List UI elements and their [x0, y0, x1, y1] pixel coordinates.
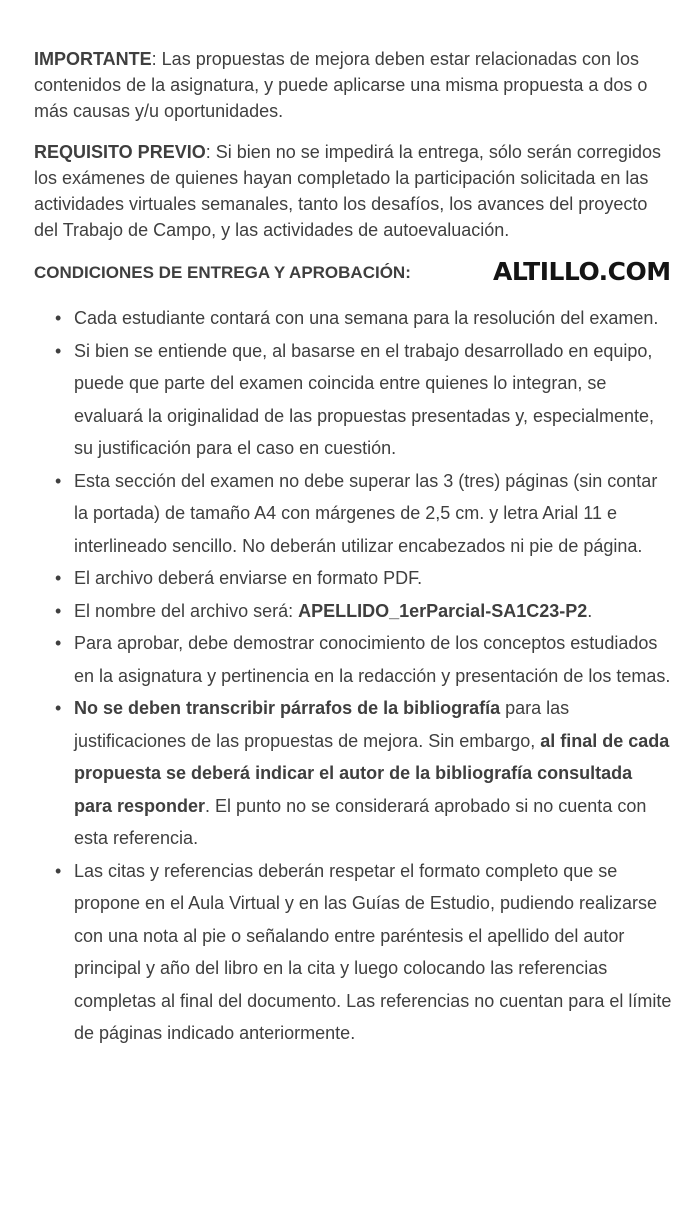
list-item-text: Cada estudiante contará con una semana para la resolución del examen. — [74, 308, 659, 328]
file-name: APELLIDO_1erParcial-SA1C23-P2 — [298, 600, 588, 621]
altillo-watermark: ALTILLO.COM — [493, 257, 671, 286]
list-item-text: Si bien se entiende que, al basarse en el trabajo desarrollado en equipo, puede que parte del examen coincida entre quienes lo integran, se evaluará la originalidad de las propuestas presentadas y, especialmente, su justificación para el caso en cuestión. — [74, 340, 655, 458]
list-item-text: El nombre del archivo será: — [74, 600, 299, 621]
conditions-list — [34, 302, 674, 1050]
bullet-icon: • — [55, 568, 62, 588]
list-item — [34, 562, 674, 595]
list-item-text: para las justificaciones de las propuestas de mejora. Sin embargo, — [74, 698, 570, 751]
bullet-icon: • — [55, 860, 62, 881]
bullet-icon: • — [55, 633, 62, 653]
list-item-text: Esta sección del examen no debe superar las 3 (tres) páginas (sin contar la portada) de tamaño A4 con márgenes de 2,5 cm. y letra Arial 11 e interlineado sencillo. No deberán utilizar encabezados ni pie de página. — [74, 470, 658, 556]
important-label: IMPORTANTE — [34, 49, 152, 69]
requisito-text: : Si bien no se impedirá la entrega, sólo serán corregidos los exámenes de quienes hayan completado la participación solicitada en las actividades virtuales semanales, tanto los desafíos, los avances del proyecto del Trabajo de Campo, y las actividades de autoevaluación. — [34, 142, 661, 240]
bullet-icon: • — [55, 600, 62, 621]
list-item — [34, 335, 674, 465]
bullet-icon: • — [55, 470, 62, 491]
conditions-header — [34, 257, 674, 286]
list-item — [34, 302, 674, 335]
list-item-text: Las citas y referencias deberán respetar el formato completo que se propone en el Aula Virtual y en las Guías de Estudio, pudiendo realizarse con una nota al pie o señalando entre paréntesis el apellido del autor principal y año del libro en la cita y luego colocando las referencias completas al final del documento. Las referencias no cuentan para el límite de páginas indicado anteriormente. — [74, 860, 672, 1043]
bold-requirement: al final de cada propuesta se deberá indicar el autor de la bibliografía consultada para responder — [74, 730, 670, 816]
bullet-icon: • — [55, 698, 62, 718]
list-item — [34, 692, 674, 855]
list-item — [34, 465, 674, 563]
list-item-text: El archivo deberá enviarse en formato PDF. — [74, 568, 423, 588]
bullet-icon: • — [55, 340, 62, 361]
list-item — [34, 595, 674, 628]
conditions-title: CONDICIONES DE ENTREGA Y APROBACIÓN: — [34, 263, 411, 282]
important-paragraph — [34, 46, 674, 124]
requisito-label: REQUISITO PREVIO — [34, 142, 206, 162]
document-body — [34, 46, 674, 1050]
list-item-text: Para aprobar, debe demostrar conocimiento de los conceptos estudiados en la asignatura y pertinencia en la redacción y presentación de los temas. — [74, 633, 671, 686]
requisito-paragraph — [34, 139, 674, 243]
list-item — [34, 855, 674, 1050]
list-item — [34, 627, 674, 692]
important-text: : Las propuestas de mejora deben estar relacionadas con los contenidos de la asignatura, y puede aplicarse una misma propuesta a dos o más causas y/u oportunidades. — [34, 49, 648, 121]
list-item-text: . El punto no se considerará aprobado si no cuenta con esta referencia. — [74, 795, 647, 848]
bullet-icon: • — [55, 308, 62, 328]
bold-warning: No se deben transcribir párrafos de la bibliografía — [74, 698, 501, 718]
list-item-text: . — [587, 600, 593, 621]
